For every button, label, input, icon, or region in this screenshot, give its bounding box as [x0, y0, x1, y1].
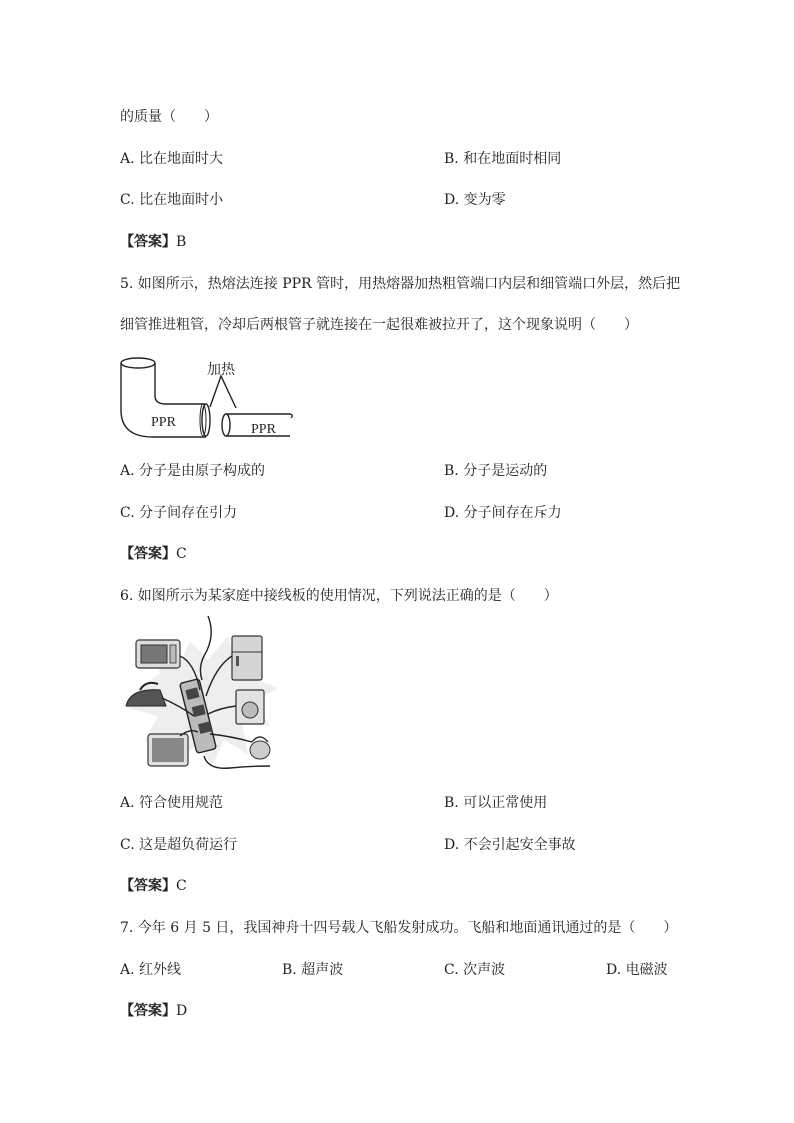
q6-answer [120, 876, 187, 896]
answer-label: 【答案】 [120, 234, 176, 250]
washing-machine-icon [236, 690, 264, 724]
q5-option-b: B. 分子是运动的 [444, 463, 548, 479]
kettle-icon [250, 737, 270, 759]
q6-stem: 6. 如图所示为某家庭中接线板的使用情况，下列说法正确的是（ ） [120, 588, 558, 604]
q6-option-d: D. 不会引起安全事故 [444, 837, 576, 853]
q4-option-d: D. 变为零 [444, 192, 506, 208]
q7-answer [120, 1001, 187, 1021]
q7-stem: 7. 今年 6 月 5 日，我国神舟十四号载人飞船发射成功。飞船和地面通讯通过的是（ ） [120, 920, 678, 936]
q4-option-b: B. 和在地面时相同 [444, 151, 562, 167]
q4-stem-tail: 的质量（ ） [120, 109, 218, 125]
q7-option-b: B. 超声波 [282, 962, 344, 978]
q5-option-d: D. 分子间存在斥力 [444, 505, 562, 521]
heater-wedge [210, 376, 236, 408]
q4-answer [120, 232, 186, 252]
q5-option-c: C. 分子间存在引力 [120, 505, 238, 521]
q5-stem-line-1: 5. 如图所示，热熔法连接 PPR 管时，用热熔器加热粗管端口内层和细管端口外层，然后把 [120, 276, 681, 292]
answer-label: 【答案】 [120, 878, 176, 894]
answer-label: 【答案】 [120, 1003, 176, 1019]
q5-stem-line-2: 细管推进粗管，冷却后两根管子就连接在一起很难被拉开了，这个现象说明（ ） [120, 317, 638, 333]
q6-option-a: A. 符合使用规范 [120, 795, 224, 811]
q5-answer [120, 544, 187, 564]
ppr-pipe-figure [118, 352, 298, 444]
q4-option-c: C. 比在地面时小 [120, 192, 224, 208]
answer-value: C [176, 546, 187, 562]
q7-option-c: C. 次声波 [444, 962, 506, 978]
answer-value: D [176, 1003, 188, 1019]
pipe-top-opening [121, 358, 155, 368]
q7-option-a: A. 红外线 [120, 962, 182, 978]
q7-option-d: D. 电磁波 [606, 962, 668, 978]
heat-label: 加热 [207, 362, 235, 378]
power-strip-figure [120, 616, 282, 776]
refrigerator-icon [232, 636, 262, 680]
ppr-label-thick: PPR [151, 415, 176, 430]
ppr-label-thin: PPR [251, 422, 276, 437]
answer-label: 【答案】 [120, 546, 176, 562]
answer-value: C [176, 878, 187, 894]
tv-icon [148, 734, 188, 766]
microwave-icon [136, 640, 180, 668]
thin-pipe-break [290, 414, 292, 418]
q5-option-a: A. 分子是由原子构成的 [120, 463, 266, 479]
q6-option-b: B. 可以正常使用 [444, 795, 548, 811]
q6-option-c: C. 这是超负荷运行 [120, 837, 238, 853]
q4-option-a: A. 比在地面时大 [120, 151, 224, 167]
answer-value: B [176, 234, 187, 250]
pipe-inner-edge [155, 363, 206, 404]
thin-pipe-end [222, 414, 230, 436]
